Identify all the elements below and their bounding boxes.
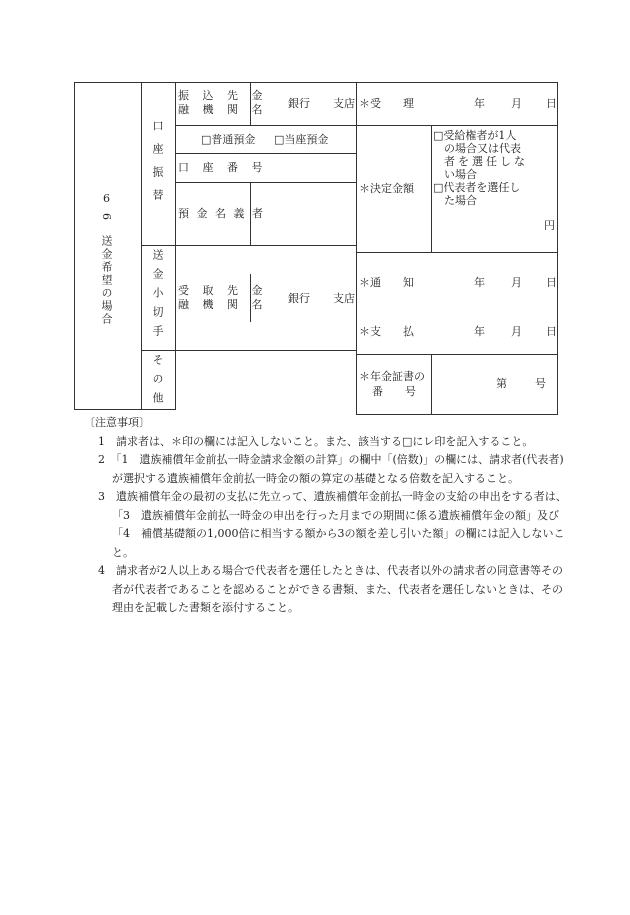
shosho-label-1: ＊年金証書の bbox=[359, 370, 425, 383]
juri-day: 日 bbox=[546, 97, 557, 110]
bank-label: 銀行 bbox=[288, 97, 310, 110]
shosho-label-2: 番 号 bbox=[372, 385, 416, 398]
tsuchi-month: 月 bbox=[511, 276, 522, 289]
kettei-opt1-l1[interactable]: □受給権者が1人 bbox=[433, 129, 517, 142]
section-number: 6 bbox=[103, 192, 110, 205]
shiharai-month: 月 bbox=[511, 325, 522, 338]
shiharai-day: 日 bbox=[546, 325, 557, 338]
kogitte-label: 送金小切手 bbox=[151, 249, 164, 344]
line-v-2 bbox=[175, 82, 176, 409]
uketori-label-1: 受 取 先 金 bbox=[178, 284, 268, 297]
yen-label: 円 bbox=[544, 219, 555, 232]
line-v-4 bbox=[356, 82, 357, 414]
line-mid-5 bbox=[141, 350, 356, 351]
shiharai-label: ＊支 払 bbox=[359, 325, 414, 338]
shosho-go: 号 bbox=[535, 377, 546, 390]
futsu-checkbox[interactable]: □普通預金 bbox=[201, 133, 256, 146]
line-v-1 bbox=[141, 82, 142, 409]
notes-section bbox=[84, 414, 570, 618]
note-item-2: 2 「1 遺族補償年金前払一時金請求金額の計算」の欄中「(倍数)」の欄には、請求者(代表者)が選択する遺族補償年金前払一時金の額の算定の基礎となる倍数を記入すること。 bbox=[98, 453, 564, 485]
line-mid-4 bbox=[141, 245, 356, 246]
border-left bbox=[74, 82, 75, 409]
line-mid-2 bbox=[175, 153, 356, 154]
account-number-label: 口 座 番 号 bbox=[178, 161, 268, 174]
branch2-label: 支店 bbox=[333, 292, 355, 305]
bank2-label: 銀行 bbox=[288, 292, 310, 305]
line-right-2 bbox=[356, 252, 558, 253]
sonota-label: その他 bbox=[151, 354, 164, 411]
branch-label: 支店 bbox=[333, 97, 355, 110]
note-item-1: 1 請求者は、＊印の欄には記入しないこと。また、該当する□にレ印を記入すること。 bbox=[98, 434, 534, 448]
border-right bbox=[557, 82, 558, 414]
kettei-opt1-l3: 者を選任しな bbox=[444, 155, 528, 168]
tsuchi-year: 年 bbox=[474, 276, 485, 289]
uketori-label-2: 融 機 関 名 bbox=[178, 298, 268, 311]
note-item-4: 4 請求者が2人以上ある場合で代表者を選任したときは、代表者以外の請求者の同意書等その者が代表者であることを認めることができる書類、また、代表者を選任しないときは、その理由を記載した書類を添付すること。 bbox=[98, 564, 563, 614]
line-right-3 bbox=[356, 354, 558, 355]
note-item-3: 3 遺族補償年金の最初の支払に先立って、遺族補償年金前払一時金の支給の申出をする者は、「3 遺族補償年金前払一時金の申出を行った月までの期間に係る遺族補償年金の額」及び「4 補償基礎額の1,000倍に相当する額から3の額を差し引いた額」の欄には記入しないこと。 bbox=[98, 490, 567, 559]
shiharai-year: 年 bbox=[474, 325, 485, 338]
kettei-opt2-l1[interactable]: □代表者を選任し bbox=[433, 181, 521, 194]
line-mid-3 bbox=[175, 182, 356, 183]
kettei-opt2-l2: た場合 bbox=[444, 194, 477, 207]
tsuchi-label: ＊通 知 bbox=[359, 276, 414, 289]
line-v-5b bbox=[431, 354, 432, 414]
kettei-label: ＊決定金額 bbox=[359, 182, 414, 195]
tsuchi-day: 日 bbox=[546, 276, 557, 289]
border-top bbox=[74, 82, 558, 83]
toza-checkbox[interactable]: □当座預金 bbox=[274, 133, 329, 146]
koza-label: 口座振替 bbox=[151, 120, 164, 212]
shosho-dai: 第 bbox=[496, 377, 507, 390]
notes-header: 〔注意事項〕 bbox=[84, 416, 150, 429]
holder-label: 預 金 名 義 者 bbox=[178, 207, 265, 220]
juri-year: 年 bbox=[474, 97, 485, 110]
line-mid-1 bbox=[175, 125, 356, 126]
furikomi-label-1: 振 込 先 金 bbox=[178, 89, 268, 102]
line-right-1 bbox=[356, 125, 558, 126]
kettei-opt1-l4: い場合 bbox=[444, 168, 477, 181]
juri-month: 月 bbox=[511, 97, 522, 110]
juri-label: ＊受 理 bbox=[359, 97, 414, 110]
furikomi-label-2: 融 機 関 名 bbox=[178, 103, 268, 116]
section-label: 6 送金希望の場合 bbox=[100, 213, 113, 326]
line-v-5a bbox=[431, 125, 432, 252]
kettei-opt1-l2: の場合又は代表 bbox=[444, 142, 521, 155]
